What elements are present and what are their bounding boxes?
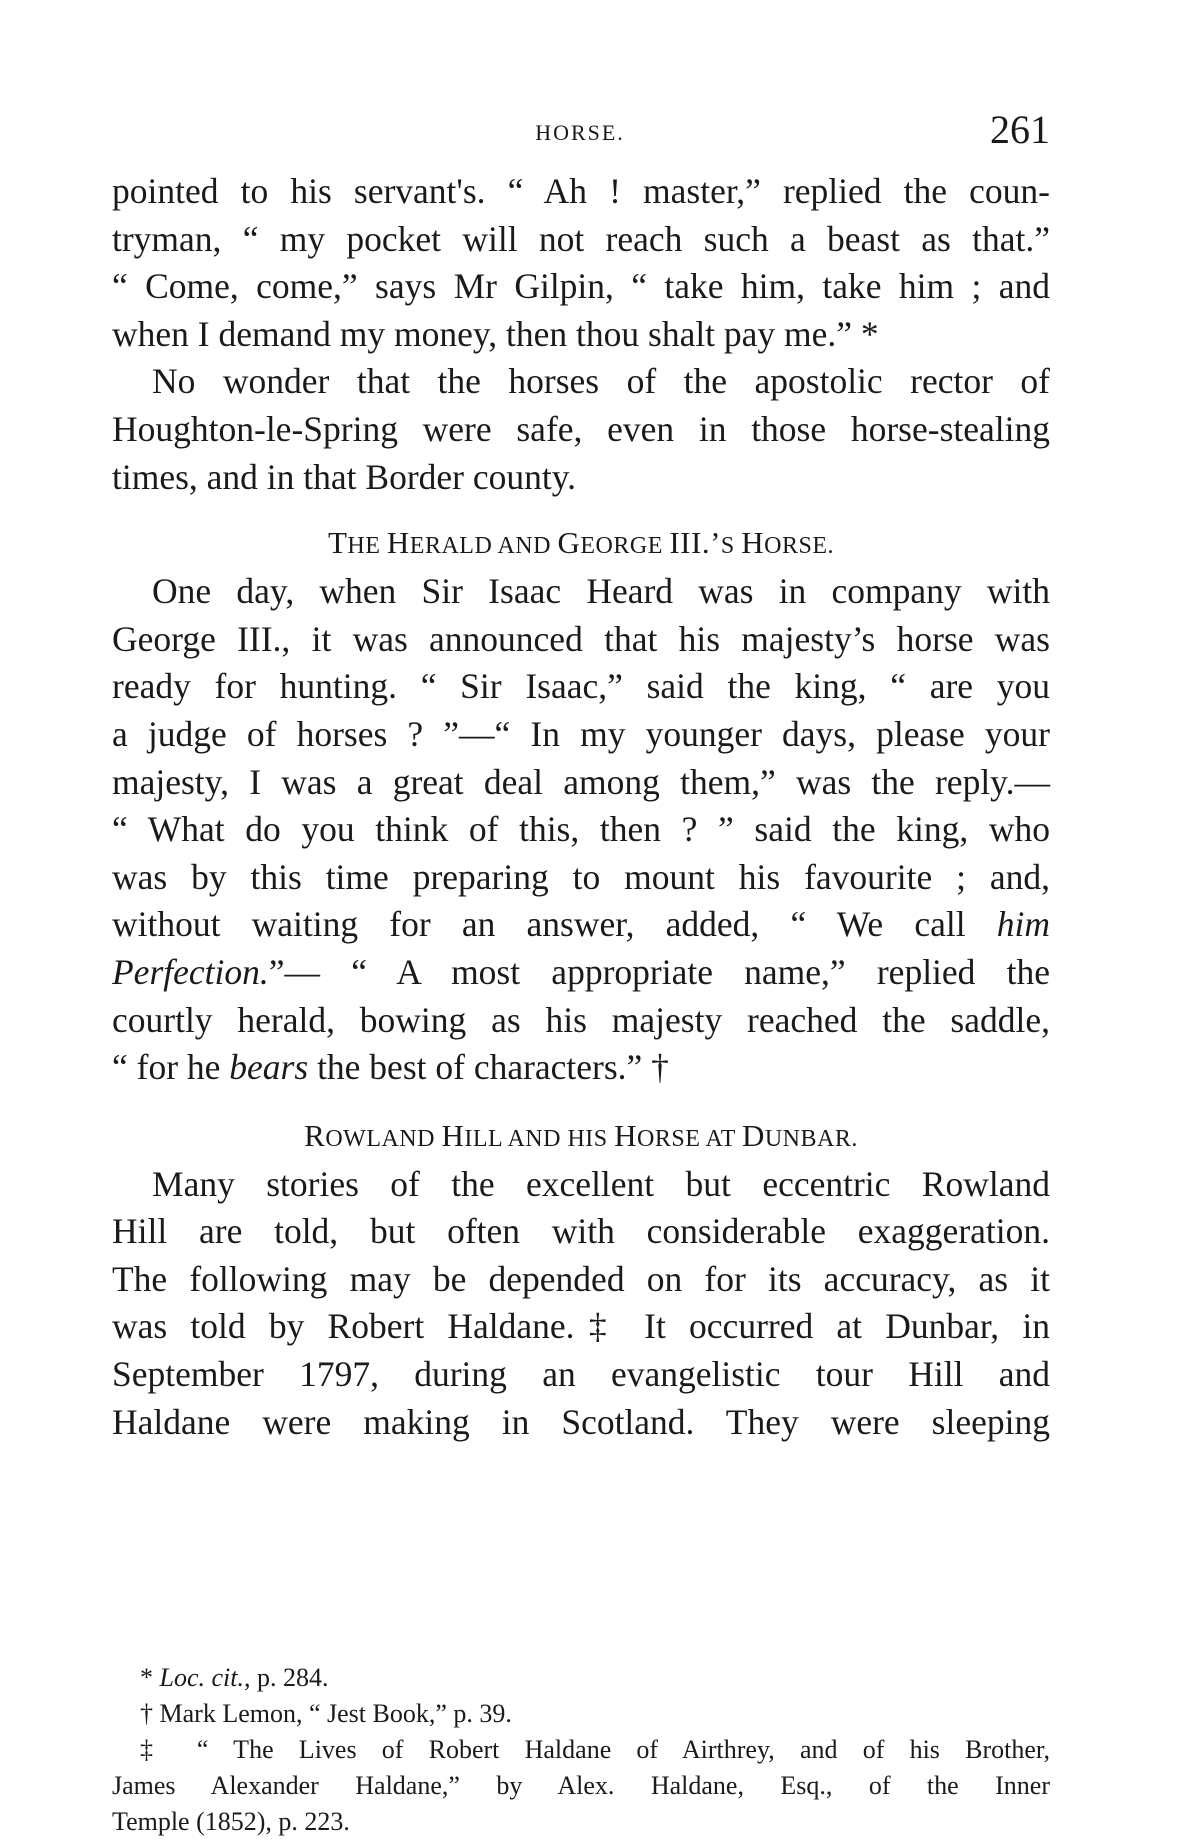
text-line: was told by Robert Haldane.‡ It occurred at Dunbar, in <box>112 1306 1050 1347</box>
footnotes <box>112 1660 1050 1840</box>
page-body <box>112 168 1050 1446</box>
text-line: No wonder that the horses of the apostolic rector of <box>152 361 1050 402</box>
text-line: tryman, “ my pocket will not reach such a beast as that.” <box>112 218 1050 259</box>
text-line: times, and in that Border county. <box>112 456 577 497</box>
text-line: ready for hunting. “ Sir Isaac,” said the king, “ are you <box>112 666 1050 707</box>
text-line: Many stories of the excellent but eccentric Rowland <box>152 1163 1050 1204</box>
text-line: courtly herald, bowing as his majesty reached the saddle, <box>112 999 1050 1040</box>
text-line: pointed to his servant's. “ Ah ! master,” replied the coun- <box>112 171 1050 211</box>
paragraph-gilpin-ending <box>112 168 1050 358</box>
text-line: “ for he bears the best of characters.” † <box>112 1047 669 1088</box>
footnote: Temple (1852), p. 223. <box>112 1807 350 1836</box>
paragraph-houghton <box>112 358 1050 501</box>
section-heading-rowland-hill: ROWLAND HILL AND HIS HORSE AT DUNBAR. <box>304 1117 858 1153</box>
text-line: George III., it was announced that his majesty’s horse was <box>112 618 1050 659</box>
section-heading-herald: THE HERALD AND GEORGE III.’S HORSE. <box>327 525 835 561</box>
text-line: a judge of horses ? ”—“ In my younger days, please your <box>112 713 1050 754</box>
running-head: HORSE. <box>535 120 625 145</box>
footnote: * Loc. cit., p. 284. <box>140 1663 329 1692</box>
paragraph-herald <box>112 568 1050 1092</box>
footnote: † Mark Lemon, “ Jest Book,” p. 39. <box>140 1699 512 1728</box>
text-line: Perfection.”— “ A most appropriate name,” replied the <box>112 951 1050 992</box>
text-line: Houghton-le-Spring were safe, even in those horse-stealing <box>112 408 1050 449</box>
footnote: James Alexander Haldane,” by Alex. Haldane, Esq., of the Inner <box>112 1771 1050 1800</box>
text-line: Haldane were making in Scotland. They were sleeping <box>112 1401 1050 1442</box>
text-line: “ Come, come,” says Mr Gilpin, “ take him, take him ; and <box>112 266 1050 307</box>
text-line: “ What do you think of this, then ? ” said the king, who <box>112 809 1050 850</box>
text-line: was by this time preparing to mount his favourite ; and, <box>112 856 1050 897</box>
page-number: 261 <box>990 107 1050 152</box>
text-line: when I demand my money, then thou shalt pay me.” * <box>112 313 879 354</box>
text-line: majesty, I was a great deal among them,” was the reply.— <box>112 761 1050 802</box>
footnote: ‡ “ The Lives of Robert Haldane of Airthrey, and of his Brother, <box>140 1735 1050 1764</box>
text-line: Hill are told, but often with considerable exaggeration. <box>112 1211 1050 1252</box>
text-line: September 1797, during an evangelistic tour Hill and <box>112 1354 1050 1395</box>
text-line: The following may be depended on for its accuracy, as it <box>112 1258 1050 1299</box>
text-line: One day, when Sir Isaac Heard was in company with <box>152 571 1050 612</box>
paragraph-rowland-hill <box>112 1161 1050 1447</box>
text-line: without waiting for an answer, added, “ We call him <box>112 904 1050 945</box>
page-header <box>110 106 1050 154</box>
